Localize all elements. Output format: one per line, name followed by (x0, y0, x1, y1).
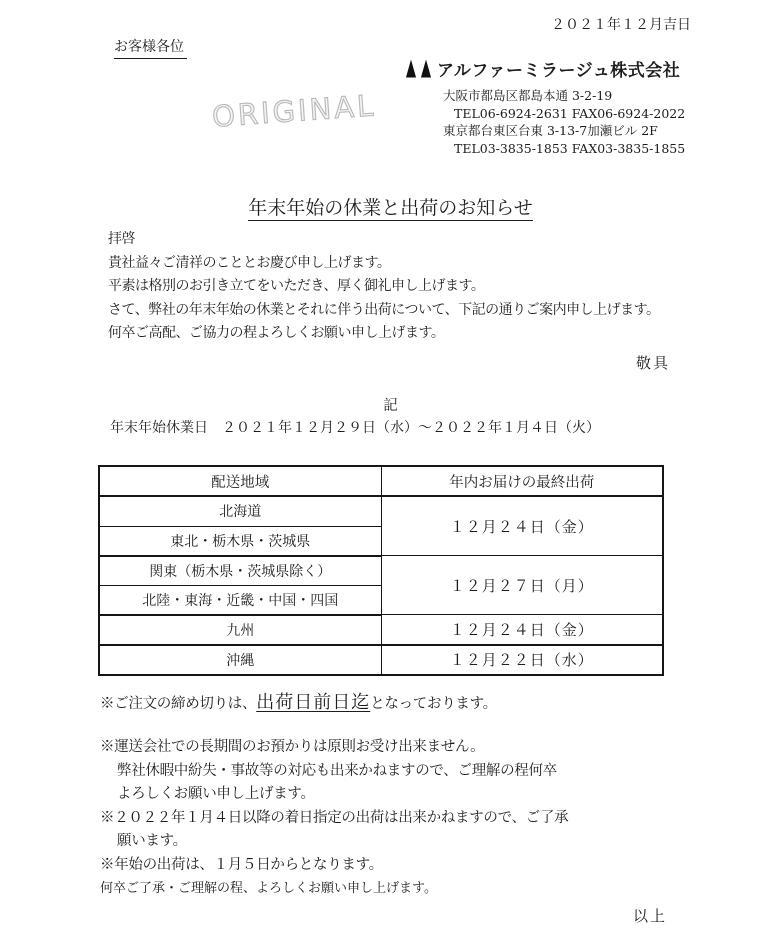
shipping-date-cell-group2: １２月２７日（月） (381, 556, 663, 615)
note-new-year-shipping: ※年始の出荷は、１月５日からとなります。 (100, 856, 383, 873)
header-last-shipping: 年内お届けの最終出荷 (381, 466, 663, 496)
region-cell-hokuriku: 北陸・東海・近畿・中国・四国 (99, 585, 381, 615)
final-request-line: 何卒ご了承・ご理解の程、よろしくお願い申し上げます。 (100, 881, 437, 896)
original-stamp-watermark: ORIGINAL (211, 88, 378, 134)
note-storage-line-3: よろしくお願い申し上げます。 (117, 786, 315, 802)
page-title: 年末年始の休業と出荷のお知らせ (248, 197, 533, 219)
region-cell-kyushu: 九州 (99, 615, 381, 645)
holiday-period: ２０２１年１２月２９日（水）～２０２２年１月４日（火） (222, 420, 600, 436)
record-heading: 記 (383, 398, 398, 414)
company-logo-icon (405, 60, 432, 78)
region-cell-kanto: 関東（栃木県・茨城県除く） (99, 556, 381, 586)
region-cell-hokkaido: 北海道 (99, 496, 381, 526)
table-row (99, 496, 663, 526)
body-line-2: 平素は格別のお引き立てをいただき、厚く御礼申し上げます。 (108, 278, 485, 294)
region-cell-tohoku: 東北・栃木県・茨城県 (99, 526, 381, 556)
company-address-tokyo: 東京都台東区台東 3-13-7加瀬ビル 2F (443, 123, 658, 138)
company-tel-osaka: TEL06-6924-2631 FAX06-6924-2022 (454, 105, 686, 121)
issue-date: ２０２１年１２月吉日 (551, 17, 691, 33)
table-header-row (99, 466, 663, 496)
holiday-period-line (110, 417, 600, 437)
notes-section (100, 690, 700, 901)
note-arrival-line-1: ※２０２２年１月４日以降の着日指定の出荷は出来かねますので、ご了承 (100, 809, 569, 826)
holiday-label: 年末年始休業日 (110, 420, 208, 436)
letter-body (108, 228, 660, 346)
header-delivery-area: 配送地域 (99, 466, 381, 496)
region-cell-okinawa: 沖縄 (99, 645, 381, 675)
company-address-osaka: 大阪市都島区都島本通 3-2-19 (443, 88, 613, 103)
company-name: アルファーミラージュ株式会社 (437, 61, 681, 81)
note-arrival-line-2: 願います。 (117, 833, 187, 849)
note-deadline-suffix: となっております。 (370, 696, 497, 712)
company-tel-tokyo: TEL03-3835-1853 FAX03-3835-1855 (454, 140, 686, 156)
body-line-1: 貴社益々ご清祥のこととお慶び申し上げます。 (108, 254, 391, 271)
closing-keigu: 敬具 (635, 354, 670, 372)
note-order-deadline (100, 690, 700, 717)
shipping-date-cell-okinawa: １２月２２日（水） (381, 645, 663, 675)
table-row (99, 645, 663, 675)
body-line-3: さて、弊社の年末年始の休業とそれに伴う出荷について、下記の通りご案内申し上げます。 (108, 301, 660, 318)
body-line-4: 何卒ご高配、ご協力の程よろしくお願い申し上げます。 (108, 325, 445, 341)
table-row (99, 556, 663, 586)
recipient-label: お客様各位 (114, 36, 187, 59)
company-header (405, 56, 685, 157)
shipping-date-cell-kyushu: １２月２４日（金） (381, 615, 663, 645)
salutation: 拝啓 (108, 231, 135, 247)
end-mark: 以上 (632, 907, 667, 925)
note-deadline-prefix: ※ご注文の締め切りは、 (100, 696, 257, 712)
note-storage-line-2: 弊社休暇中紛失・事故等の対応も出来かねますので、ご理解の程何卒 (117, 762, 557, 779)
note-deadline-emphasis: 出荷日前日迄 (256, 692, 371, 713)
table-row (99, 615, 663, 645)
shipping-date-cell-group1: １２月２４日（金） (381, 496, 663, 556)
note-storage-line-1: ※運送会社での長期間のお預かりは原則お受け出来ません。 (100, 739, 485, 755)
shipping-table (98, 465, 664, 676)
